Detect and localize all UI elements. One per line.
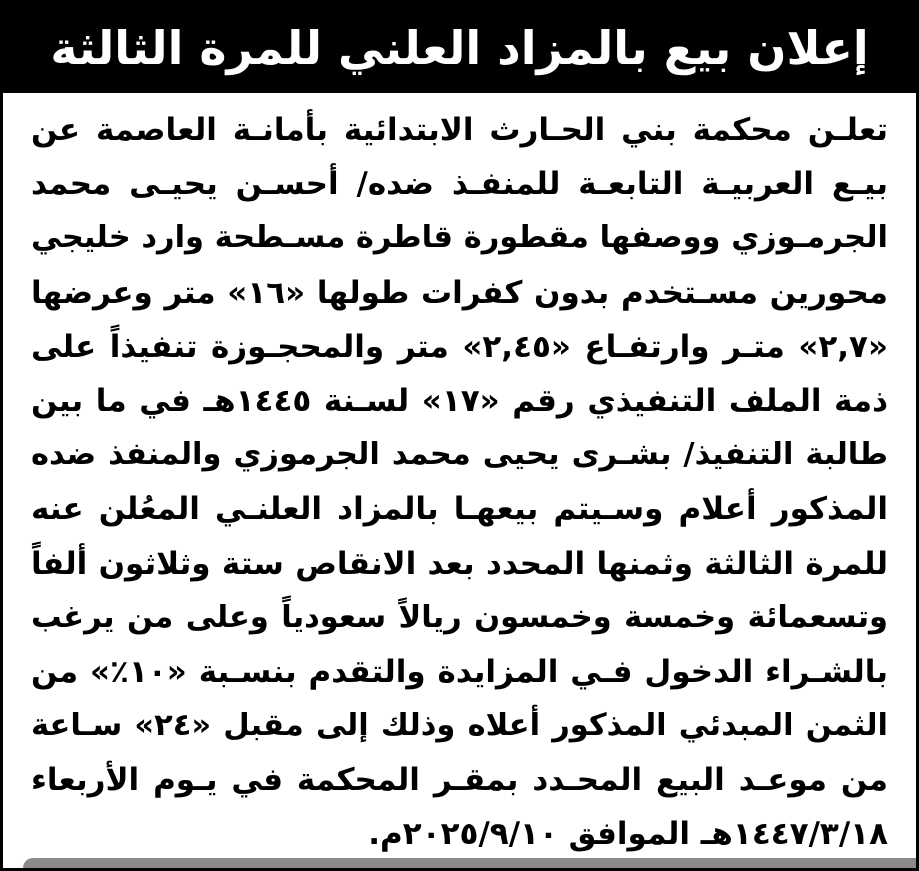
notice-line-2: بيـع العربيـة التابعـة للمنفـذ ضده/ أحسـن يحيـى محمد [31,166,888,203]
notice-line-1: تعلـن محكمة بني الحـارث الابتدائية بأمانـة العاصمة عن [31,112,888,148]
notice-line-10: وتسعمائة وخمسة وخمسون ريالاً سعودياً وعلى من يرغب [31,599,888,635]
notice-header [3,3,916,93]
notice-line-6: ذمة الملف التنفيذي رقم «١٧» لسـنة ١٤٤٥هـ في ما بين [31,382,888,419]
bottom-border-shadow [23,858,916,868]
notice-body [31,103,888,862]
notice-line-5: «٢,٧» متـر وارتفـاع «٢,٤٥» متر والمحجـوزة تنفيذاً على [31,328,888,365]
notice-line-11: بالشـراء الدخول فـي المزايدة والتقدم بنسـبة «١٠٪» من [31,653,888,690]
notice-line-7: طالبة التنفيذ/ بشـرى يحيى محمد الجرموزي والمنفذ ضده [31,437,888,473]
notice-line-12: الثمن المبدئي المذكور أعلاه وذلك إلى مقبل «٢٤» سـاعة [31,708,888,744]
notice-line-4: محورين مسـتخدم بدون كفرات طولها «١٦» متر وعرضها [31,274,888,311]
notice-line-3: الجرمـوزي ووصفها مقطورة قاطرة مسـطحة وارد خليجي [31,220,888,256]
notice-title: إعلان بيع بالمزاد العلني للمرة الثالثة [50,21,869,75]
notice-line-14: ١٤٤٧/٣/١٨هـ الموافق ٢٠٢٥/٩/١٠م. [368,816,888,853]
notice-line-13: من موعـد البيع المحـدد بمقـر المحكمة في يـوم الأربعاء [31,762,888,799]
notice-line-9: للمرة الثالثة وثمنها المحدد بعد الانقاص ستة وثلاثون ألفاً [31,545,888,582]
notice-line-8: المذكور أعلام وسـيتم بيعهـا بالمزاد العلنـي المعُلن عنه [31,491,888,528]
